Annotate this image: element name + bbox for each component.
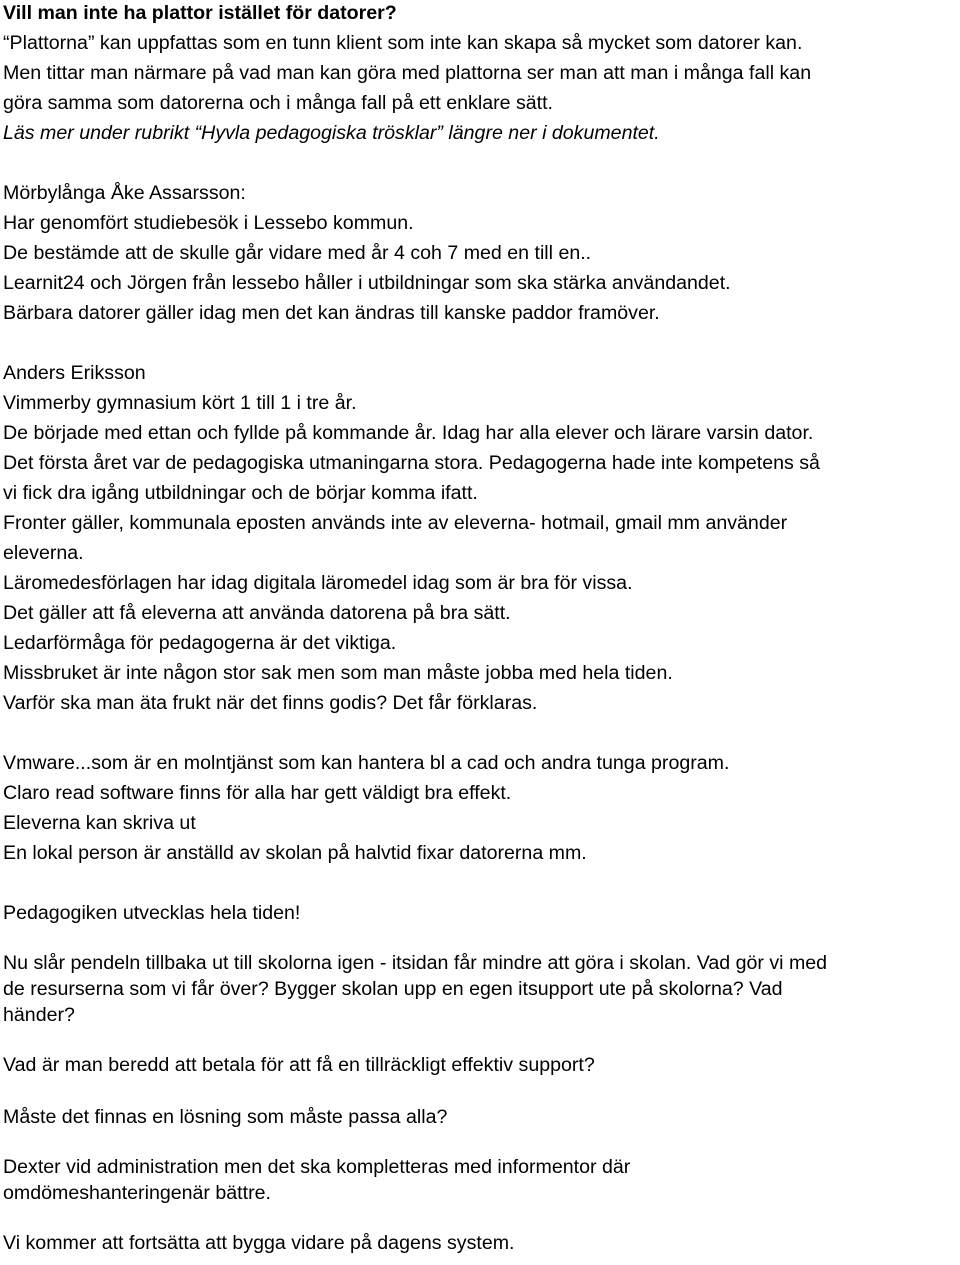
morbylanga-name: Mörbylånga Åke Assarsson:	[3, 182, 246, 204]
pendeln-line-3: händer?	[3, 1004, 75, 1026]
dexter-line-2: omdömeshanteringenär bättre.	[3, 1182, 271, 1204]
morbylanga-section	[3, 178, 959, 328]
vimmerby-line-7: Läromedesförlagen har idag digitala läromedel idag som är bra för vissa.	[3, 572, 633, 594]
intro-line-1: “Plattorna” kan uppfattas som en tunn klient som inte kan skapa så mycket som datorer kan.	[3, 32, 803, 54]
spacer	[3, 328, 959, 358]
morbylanga-line-1: Har genomfört studiebesök i Lessebo kommun.	[3, 212, 414, 234]
intro-line-2: Men tittar man närmare på vad man kan göra med plattorna ser man att man i många fall kan	[3, 62, 812, 84]
document-page	[3, 0, 959, 1258]
pedagogik-line: Pedagogiken utvecklas hela tiden!	[3, 902, 301, 924]
pendeln-line-1: Nu slår pendeln tillbaka ut till skolorna igen - itsidan får mindre att göra i skolan. Vad gör vi med	[3, 952, 828, 974]
vmware-line-3: Eleverna kan skriva ut	[3, 812, 196, 834]
spacer	[3, 1132, 959, 1154]
spacer	[3, 928, 959, 950]
intro-line-3: göra samma som datorerna och i många fall på ett enklare sätt.	[3, 92, 553, 114]
dexter-line-1: Dexter vid administration men det ska kompletteras med informentor där	[3, 1156, 631, 1178]
question-support: Vad är man beredd att betala för att få en tillräckligt effektiv support?	[3, 1054, 595, 1076]
vimmerby-line-4: vi fick dra igång utbildningar och de börjar komma ifatt.	[3, 482, 478, 504]
spacer	[3, 718, 959, 748]
morbylanga-line-2: De bestämde att de skulle går vidare med år 4 coh 7 med en till en..	[3, 242, 592, 264]
vimmerby-section	[3, 358, 959, 718]
vimmerby-line-9: Ledarförmåga för pedagogerna är det viktiga.	[3, 632, 397, 654]
spacer	[3, 868, 959, 898]
spacer	[3, 1028, 959, 1050]
pendeln-section	[3, 950, 959, 1028]
intro-heading: Vill man inte ha plattor istället för datorer?	[3, 2, 397, 24]
intro-section	[3, 0, 959, 148]
vimmerby-line-6: eleverna.	[3, 542, 84, 564]
vimmerby-line-11: Varför ska man äta frukt när det finns godis? Det får förklaras.	[3, 692, 538, 714]
spacer	[3, 1206, 959, 1228]
vimmerby-line-3: Det första året var de pedagogiska utmaningarna stora. Pedagogerna hade inte kompetens så	[3, 452, 820, 474]
dexter-section	[3, 1154, 959, 1206]
question-losning: Måste det finnas en lösning som måste passa alla?	[3, 1106, 448, 1128]
vimmerby-line-5: Fronter gäller, kommunala eposten används inte av eleverna- hotmail, gmail mm använder	[3, 512, 788, 534]
vmware-line-1: Vmware...som är en molntjänst som kan hantera bl a cad och andra tunga program.	[3, 752, 730, 774]
vmware-line-2: Claro read software finns för alla har gett väldigt bra effekt.	[3, 782, 512, 804]
vimmerby-line-8: Det gäller att få eleverna att använda datorena på bra sätt.	[3, 602, 511, 624]
spacer	[3, 1080, 959, 1102]
spacer	[3, 148, 959, 178]
vimmerby-line-2: De började med ettan och fyllde på kommande år. Idag har alla elever och lärare varsin dator.	[3, 422, 814, 444]
vmware-line-4: En lokal person är anställd av skolan på halvtid fixar datorerna mm.	[3, 842, 587, 864]
final-line: Vi kommer att fortsätta att bygga vidare på dagens system.	[3, 1232, 515, 1254]
morbylanga-line-3: Learnit24 och Jörgen från lessebo håller i utbildningar som ska stärka användandet.	[3, 272, 731, 294]
vmware-section	[3, 748, 959, 868]
pendeln-line-2: de resurserna som vi får över? Bygger skolan upp en egen itsupport ute på skolorna? Vad	[3, 978, 783, 1000]
vimmerby-line-10: Missbruket är inte någon stor sak men som man måste jobba med hela tiden.	[3, 662, 673, 684]
intro-line-4: Läs mer under rubrikt “Hyvla pedagogiska trösklar” längre ner i dokumentet.	[3, 122, 660, 144]
vimmerby-line-1: Vimmerby gymnasium kört 1 till 1 i tre år.	[3, 392, 357, 414]
morbylanga-line-4: Bärbara datorer gäller idag men det kan ändras till kanske paddor framöver.	[3, 302, 660, 324]
vimmerby-name: Anders Eriksson	[3, 362, 146, 384]
